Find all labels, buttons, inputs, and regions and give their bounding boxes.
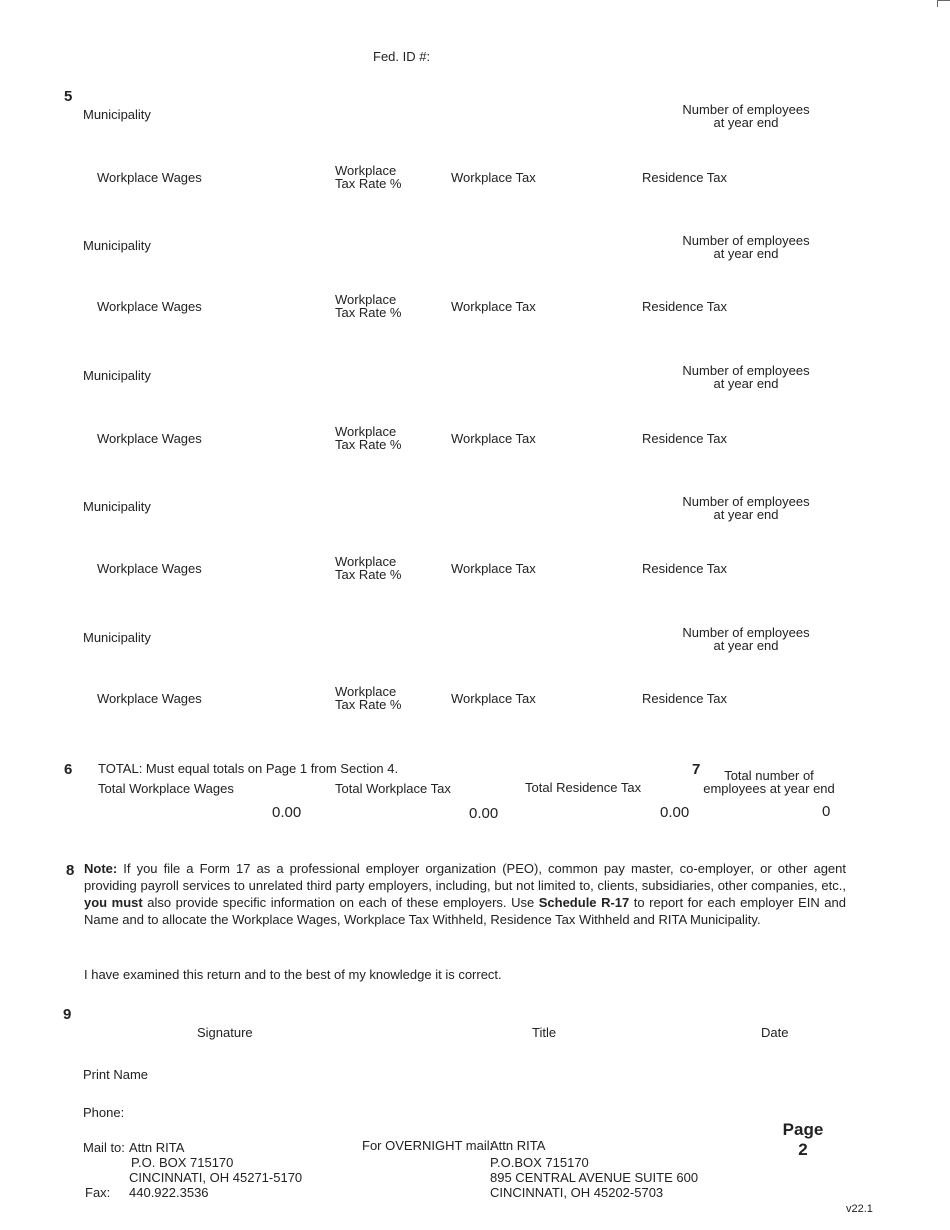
print-name-label: Print Name [83,1067,149,1082]
total-employees-label: Total number of employees at year end [703,768,835,796]
total-workplace-tax-label: Total Workplace Tax [335,781,451,796]
section-9-number: 9 [63,1006,72,1023]
overnight-line: Attn RITA [490,1138,546,1153]
municipality-label: Municipality [83,499,151,514]
peo-note: Note: If you file a Form 17 as a professional employer organization (PEO), common pay master, co-employer, or other agent providing payroll services to unrelated third party employers, including, but not limited to, clients, subsidiaries, other companies, etc., you must also provide specific information on each of these employers. Use Schedule R-17 to report for each employer EIN and Name and to allocate the Workplace Wages, Workplace Tax Withheld, Residence Tax Withheld and RITA Municipality. [84,861,846,927]
overnight-line: CINCINNATI, OH 45202-5703 [490,1185,664,1200]
section-6-number: 6 [64,761,73,778]
total-residence-tax-label: Total Residence Tax [525,780,642,795]
workplace-wages-label: Workplace Wages [97,431,202,446]
title-label: Title [532,1025,557,1040]
workplace-tax-label: Workplace Tax [451,431,536,446]
employees-label: Number of employees at year end [682,625,810,653]
tax-rate-label: Workplace Tax Rate % [335,424,402,452]
overnight-line: P.O.BOX 715170 [490,1155,589,1170]
residence-tax-label: Residence Tax [642,299,728,314]
tax-rate-label: Workplace Tax Rate % [335,554,402,582]
section-8-number: 8 [66,862,75,879]
overnight-line: 895 CENTRAL AVENUE SUITE 600 [490,1170,699,1185]
total-employees-value: 0 [822,803,831,820]
workplace-wages-label: Workplace Wages [97,691,202,706]
municipality-label: Municipality [83,107,151,122]
page-number: Page 2 [782,1120,824,1159]
municipality-label: Municipality [83,630,151,645]
employees-label: Number of employees at year end [682,363,810,391]
residence-tax-label: Residence Tax [642,561,728,576]
residence-tax-label: Residence Tax [642,170,728,185]
date-label: Date [761,1025,789,1040]
workplace-tax-label: Workplace Tax [451,170,536,185]
fed-id-label: Fed. ID #: [373,49,431,64]
residence-tax-label: Residence Tax [642,431,728,446]
municipality-label: Municipality [83,238,151,253]
workplace-wages-label: Workplace Wages [97,561,202,576]
employees-label: Number of employees at year end [682,102,810,130]
workplace-wages-label: Workplace Wages [97,299,202,314]
fax-label: Fax: [85,1185,111,1200]
version-label: v22.1 [846,1203,873,1215]
declaration-text: I have examined this return and to the best of my knowledge it is correct. [84,967,502,982]
total-residence-tax-value: 0.00 [660,804,690,821]
mail-to-label: Mail to: [83,1140,125,1155]
employees-label: Number of employees at year end [682,233,810,261]
workplace-wages-label: Workplace Wages [97,170,202,185]
fax-number: 440.922.3536 [129,1185,209,1200]
total-wages-value: 0.00 [272,804,302,821]
overnight-label: For OVERNIGHT mail: [362,1138,494,1153]
residence-tax-label: Residence Tax [642,691,728,706]
mail-to-line: CINCINNATI, OH 45271-5170 [129,1170,303,1185]
workplace-tax-label: Workplace Tax [451,299,536,314]
mail-to-line: P.O. BOX 715170 [131,1155,234,1170]
corner-mark [937,0,950,7]
section-7-number: 7 [692,761,701,778]
total-workplace-tax-value: 0.00 [469,805,499,822]
mail-to-line: Attn RITA [129,1140,185,1155]
phone-label: Phone: [83,1105,125,1120]
section-5-number: 5 [64,88,73,105]
totals-instruction: TOTAL: Must equal totals on Page 1 from Section 4. [98,761,399,776]
tax-rate-label: Workplace Tax Rate % [335,684,402,712]
workplace-tax-label: Workplace Tax [451,691,536,706]
signature-label: Signature [197,1025,253,1040]
employees-label: Number of employees at year end [682,494,810,522]
tax-rate-label: Workplace Tax Rate % [335,163,402,191]
municipality-label: Municipality [83,368,151,383]
workplace-tax-label: Workplace Tax [451,561,536,576]
total-wages-label: Total Workplace Wages [98,781,234,796]
tax-rate-label: Workplace Tax Rate % [335,292,402,320]
